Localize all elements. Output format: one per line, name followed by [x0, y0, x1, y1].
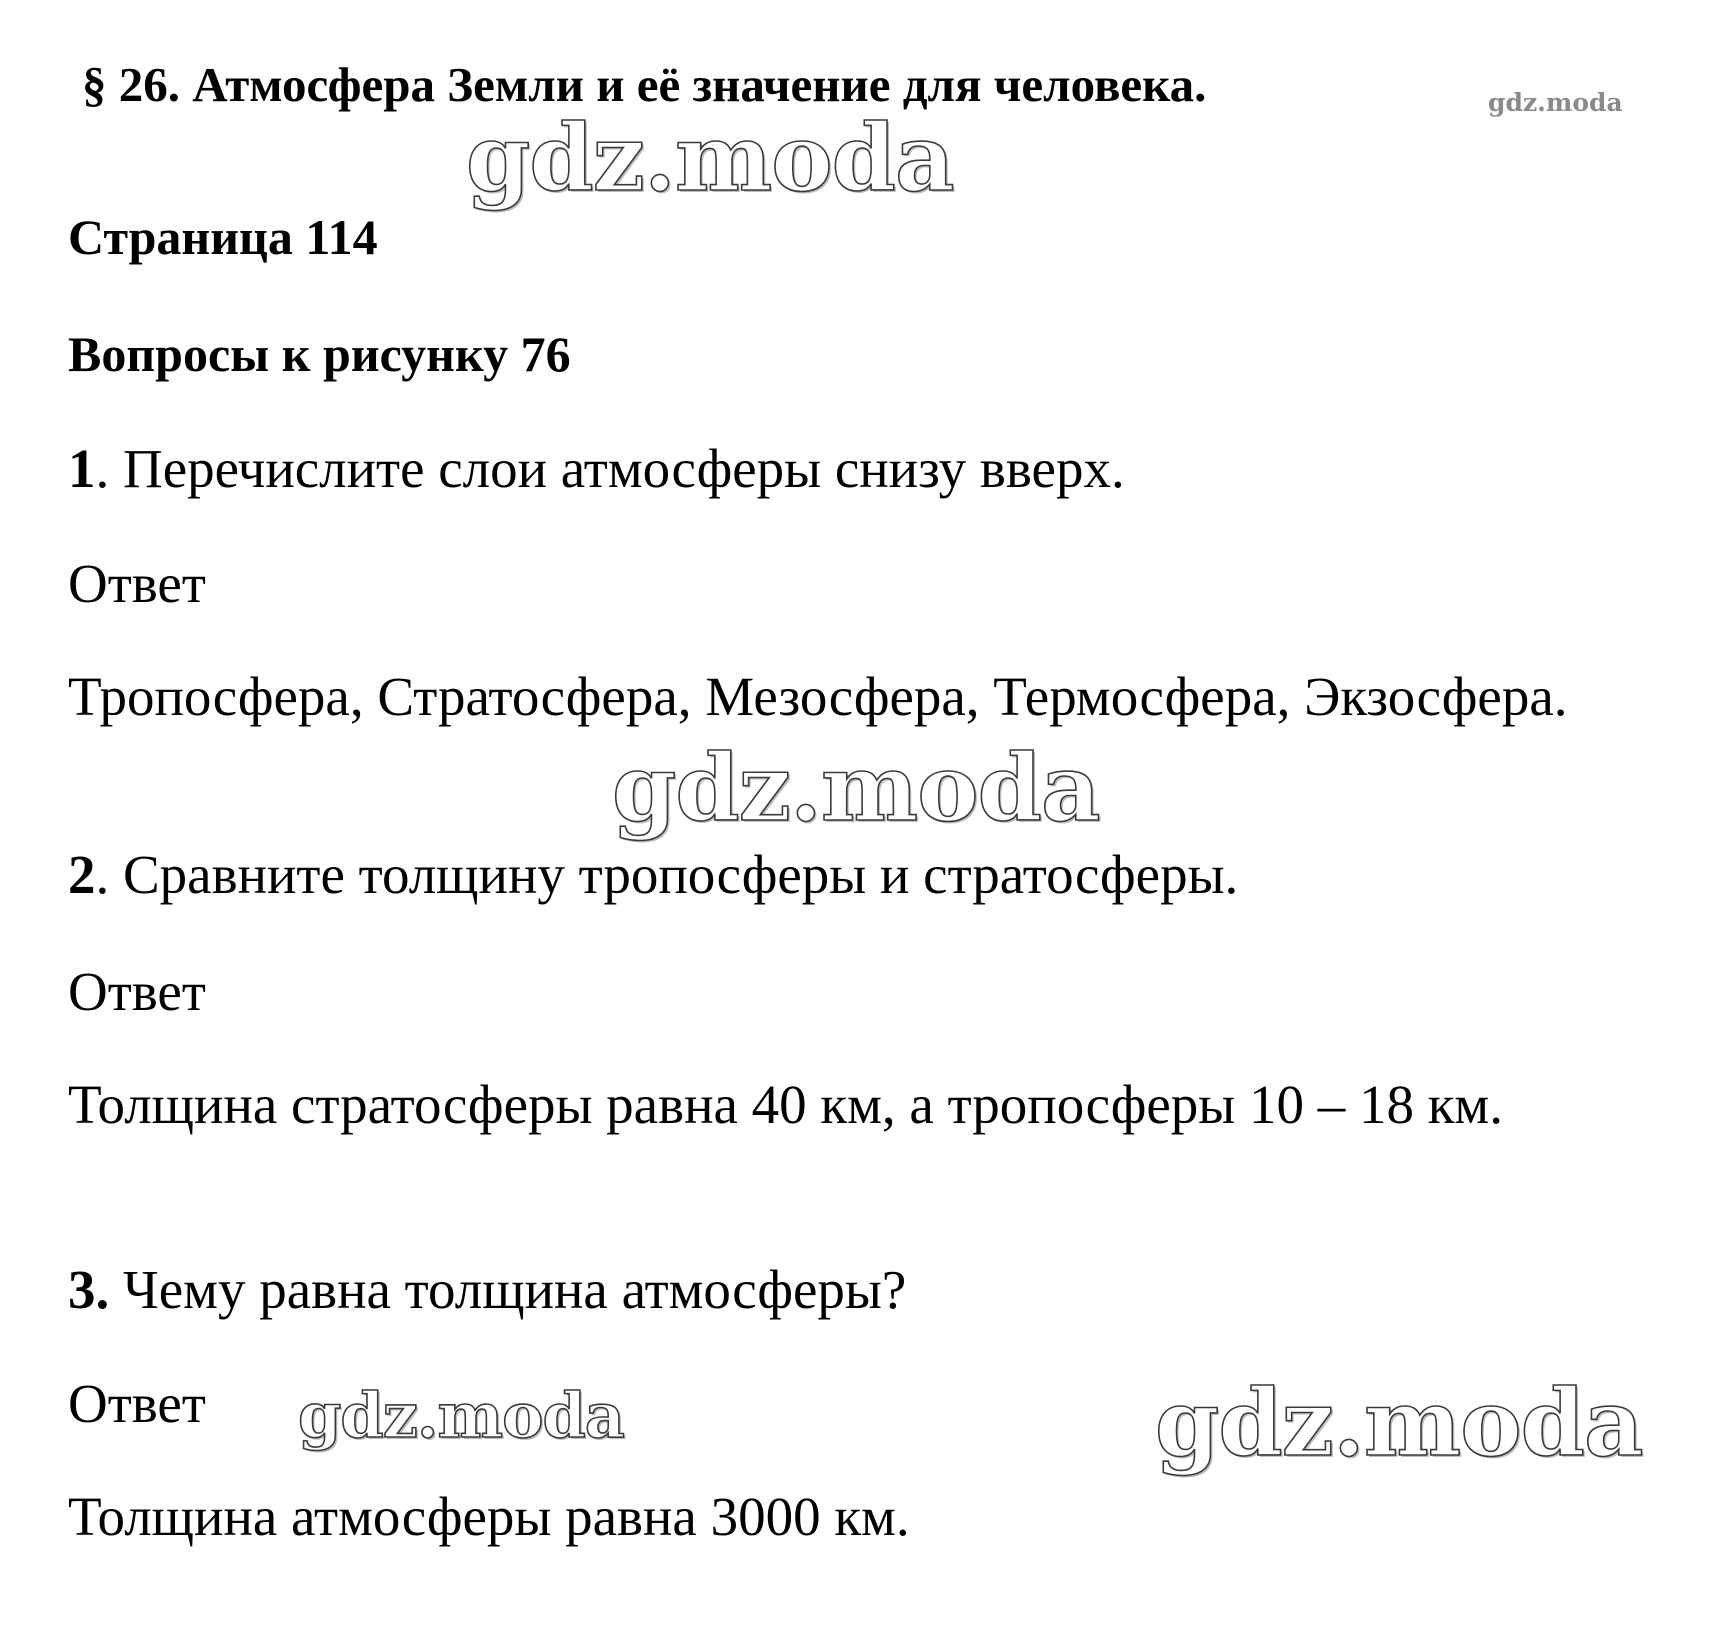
subheading: Вопросы к рисунку 76: [68, 326, 571, 382]
watermark-2: gdz.moda: [612, 734, 1100, 842]
answer-2: Толщина стратосферы равна 40 км, а тропосферы 10 – 18 км.: [68, 1074, 1503, 1135]
question-3-punct: [109, 1259, 123, 1320]
question-1-punct: .: [95, 438, 123, 499]
question-2: [68, 844, 1239, 905]
question-1-number: 1: [68, 438, 96, 499]
answer-1-label: Ответ: [68, 553, 206, 614]
answer-3-label: Ответ: [68, 1373, 206, 1434]
question-2-number: 2: [68, 844, 96, 905]
watermark-1: gdz.moda: [466, 104, 954, 212]
question-3-number: 3.: [68, 1259, 110, 1320]
answer-2-label: Ответ: [68, 961, 206, 1022]
question-3-text: Чему равна толщина атмосферы?: [123, 1259, 907, 1320]
section-title: § 26. Атмосфера Земли и её значение для человека.: [82, 57, 1207, 112]
watermark-4: gdz.moda: [1155, 1369, 1643, 1477]
question-2-text: Сравните толщину тропосферы и стратосферы.: [123, 844, 1239, 905]
watermark-small-top: gdz.moda: [1488, 88, 1623, 117]
question-2-punct: .: [95, 844, 123, 905]
watermark-3: gdz.moda: [298, 1379, 624, 1452]
question-1: [68, 438, 1125, 499]
question-1-text: Перечислите слои атмосферы снизу вверх.: [123, 438, 1125, 499]
question-3: [68, 1259, 907, 1320]
answer-1: Тропосфера, Стратосфера, Мезосфера, Термосфера, Экзосфера.: [68, 666, 1568, 727]
answer-3: Толщина атмосферы равна 3000 км.: [68, 1486, 910, 1547]
page-heading: Страница 114: [68, 209, 378, 265]
